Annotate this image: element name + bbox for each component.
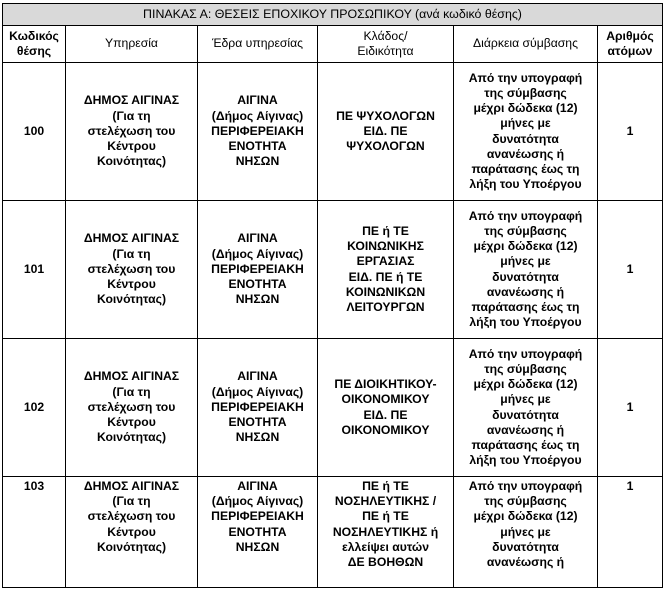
seat-cell: ΑΙΓΙΝΑ (Δήμος Αίγινας) ΠΕΡΙΦΕΡΕΙΑΚΗ ΕΝΟΤΗΤΑ ΝΗΣΩΝ [198,201,318,339]
header-code: Κωδικός θέσης [3,26,66,63]
branch-cell: ΠΕ ή ΤΕ ΚΟΙΝΩΝΙΚΗΣ ΕΡΓΑΣΙΑΣ ΕΙΔ. ΠΕ ή ΤΕ ΚΟΙΝΩΝΙΚΩΝ ΛΕΙΤΟΥΡΓΩΝ [318,201,454,339]
branch-cell: ΠΕ ΔΙΟΙΚΗΤΙΚΟΥ- ΟΙΚΟΝΟΜΙΚΟΥ ΕΙΔ. ΠΕ ΟΙΚΟΝΟΜΙΚΟΥ [318,339,454,477]
table-row [3,201,663,339]
positions-table [2,3,663,588]
table-row [3,339,663,477]
table-row [3,63,663,201]
count-cell: 1 [598,201,663,339]
service-cell: ΔΗΜΟΣ ΑΙΓΙΝΑΣ (Για τη στελέχωση του Κέντρου Κοινότητας) [66,201,198,339]
position-code: 103 [3,477,66,588]
count-cell: 1 [598,339,663,477]
branch-cell: ΠΕ ή ΤΕ ΝΟΣΗΛΕΥΤΙΚΗΣ / ΠΕ ή ΤΕ ΝΟΣΗΛΕΥΤΙΚΗΣ ή ελλείψει αυτών ΔΕ ΒΟΗΘΩΝ [318,477,454,588]
header-service: Υπηρεσία [66,26,198,63]
header-seat: Έδρα υπηρεσίας [198,26,318,63]
header-branch: Κλάδος/ Ειδικότητα [318,26,454,63]
count-cell: 1 [598,63,663,201]
duration-cell: Από την υπογραφή της σύμβασης μέχρι δώδεκα (12) μήνες με δυνατότητα ανανέωσης ή παράτασης έως τη λήξη του Υποέργου [454,63,598,201]
service-cell: ΔΗΜΟΣ ΑΙΓΙΝΑΣ (Για τη στελέχωση του Κέντρου Κοινότητας) [66,477,198,588]
table-title: ΠΙΝΑΚΑΣ Α: ΘΕΣΕΙΣ ΕΠΟΧΙΚΟΥ ΠΡΟΣΩΠΙΚΟΥ (ανά κωδικό θέσης) [3,4,663,26]
branch-cell: ΠΕ ΨΥΧΟΛΟΓΩΝ ΕΙΔ. ΠΕ ΨΥΧΟΛΟΓΩΝ [318,63,454,201]
seat-cell: ΑΙΓΙΝΑ (Δήμος Αίγινας) ΠΕΡΙΦΕΡΕΙΑΚΗ ΕΝΟΤΗΤΑ ΝΗΣΩΝ [198,339,318,477]
count-cell: 1 [598,477,663,588]
header-count: Αριθμός ατόμων [598,26,663,63]
duration-cell: Από την υπογραφή της σύμβασης μέχρι δώδεκα (12) μήνες με δυνατότητα ανανέωσης ή [454,477,598,588]
position-code: 101 [3,201,66,339]
position-code: 102 [3,339,66,477]
service-cell: ΔΗΜΟΣ ΑΙΓΙΝΑΣ (Για τη στελέχωση του Κέντρου Κοινότητας) [66,63,198,201]
duration-cell: Από την υπογραφή της σύμβασης μέχρι δώδεκα (12) μήνες με δυνατότητα ανανέωσης ή παράτασης έως τη λήξη του Υποέργου [454,339,598,477]
duration-cell: Από την υπογραφή της σύμβασης μέχρι δώδεκα (12) μήνες με δυνατότητα ανανέωσης ή παράτασης έως τη λήξη του Υποέργου [454,201,598,339]
position-code: 100 [3,63,66,201]
seat-cell: ΑΙΓΙΝΑ (Δήμος Αίγινας) ΠΕΡΙΦΕΡΕΙΑΚΗ ΕΝΟΤΗΤΑ ΝΗΣΩΝ [198,63,318,201]
table-row [3,477,663,588]
seat-cell: ΑΙΓΙΝΑ (Δήμος Αίγινας) ΠΕΡΙΦΕΡΕΙΑΚΗ ΕΝΟΤΗΤΑ ΝΗΣΩΝ [198,477,318,588]
service-cell: ΔΗΜΟΣ ΑΙΓΙΝΑΣ (Για τη στελέχωση του Κέντρου Κοινότητας) [66,339,198,477]
header-duration: Διάρκεια σύμβασης [454,26,598,63]
